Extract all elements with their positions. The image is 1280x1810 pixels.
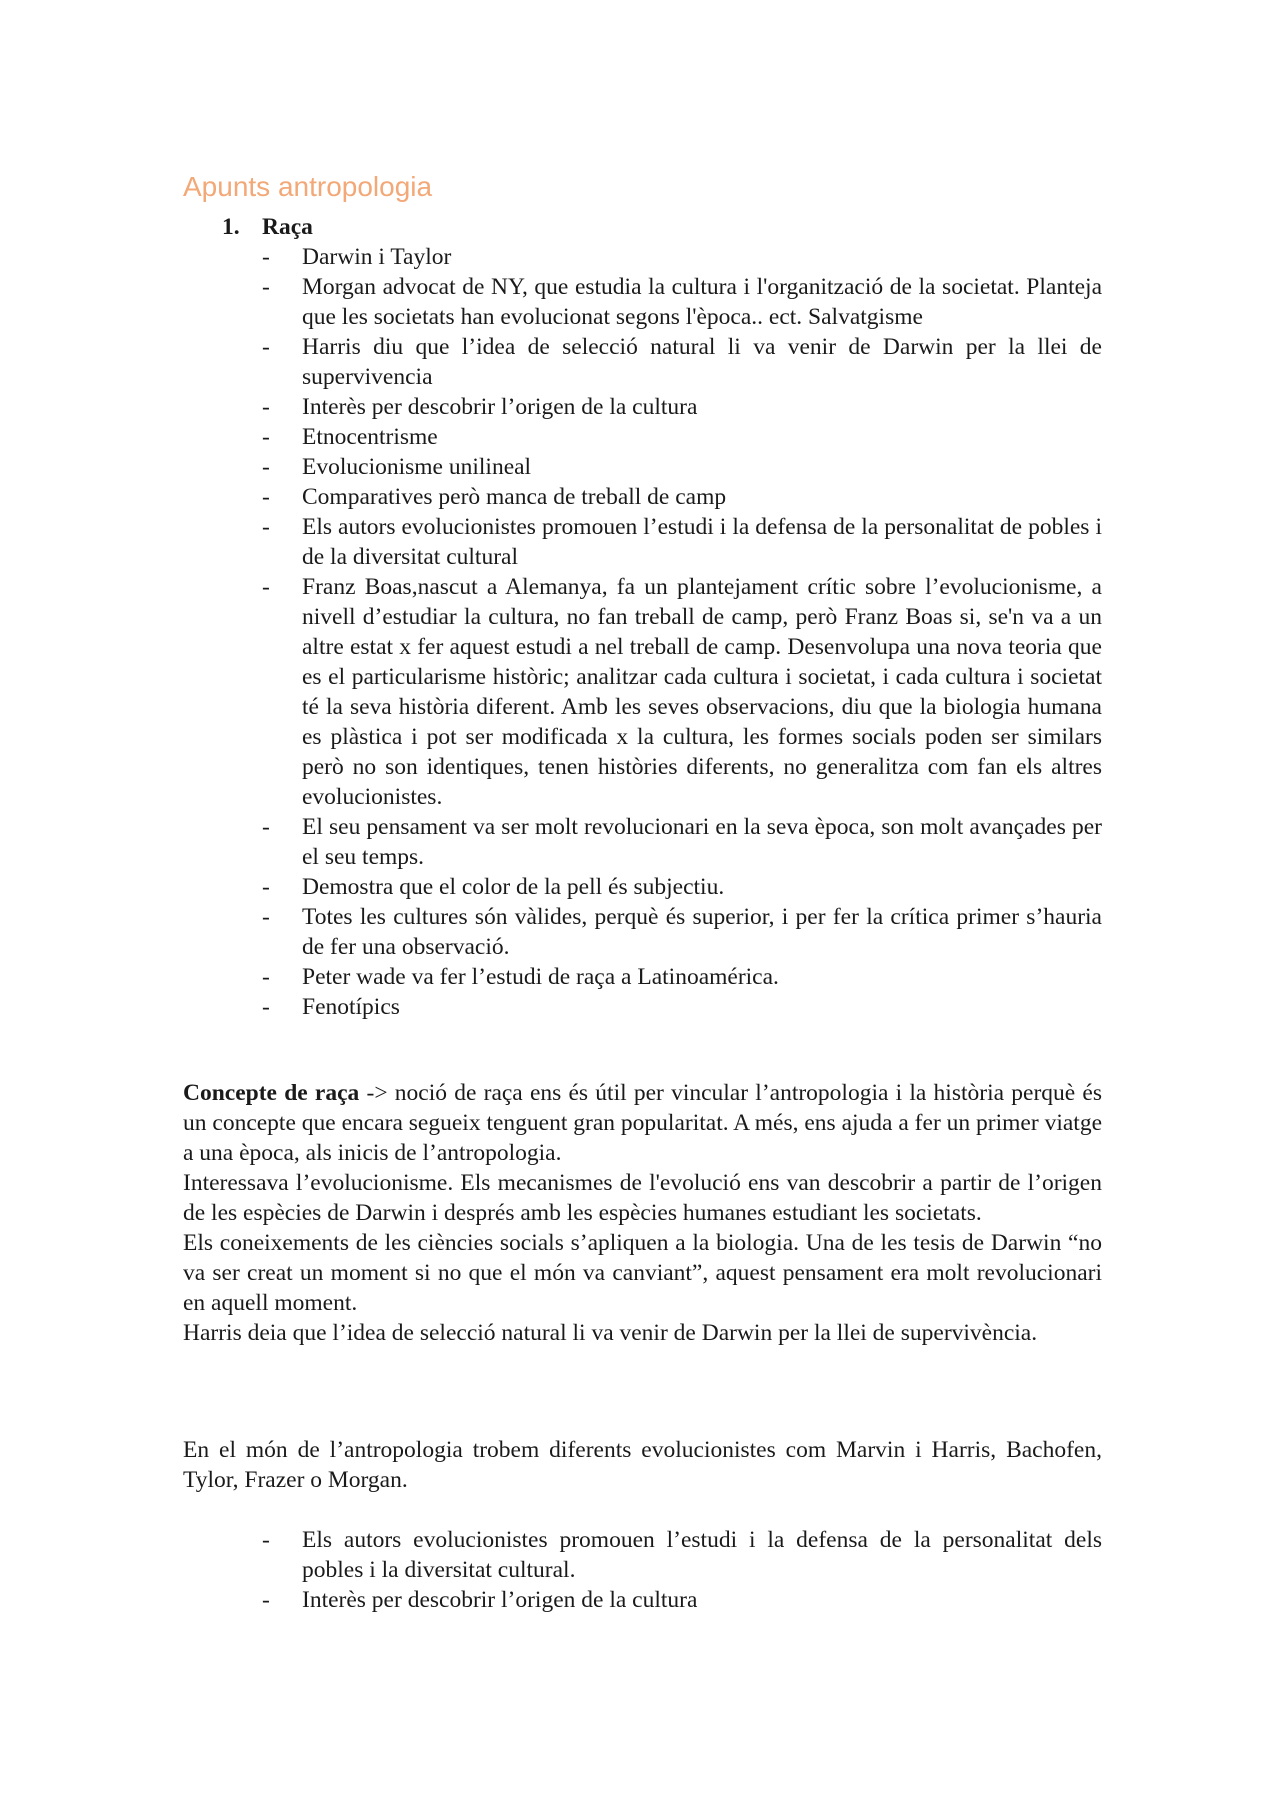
paragraph: En el món de l’antropologia trobem diferents evolucionistes com Marvin i Harris, Bachofen, Tylor, Frazer o Morgan. <box>183 1437 1102 1493</box>
list-item: - Morgan advocat de NY, que estudia la cultura i l'organització de la societat. Planteja que les societats han evolucionat segons l'època.. ect. Salvatgisme <box>262 274 1102 330</box>
concept-section <box>183 1078 1102 1348</box>
paragraph: Harris deia que l’idea de selecció natural li va venir de Darwin per la llei de supervivència. <box>183 1320 1038 1346</box>
concept-paragraph: Concepte de raça -> noció de raça ens és útil per vincular l’antropologia i la història perquè és un concepte que encara segueix tenguent gran popularitat. A més, ens ajuda a fer un primer viatge a una època, als inicis de l’antropologia. <box>183 1080 1102 1166</box>
paragraph: Els coneixements de les ciències socials s’apliquen a la biologia. Una de les tesis de Darwin “no va ser creat un moment si no que el món va canviant”, aquest pensament era molt revolucionari en aquell moment. <box>183 1230 1102 1316</box>
dash-bullet: - <box>262 574 270 600</box>
list-item: - El seu pensament va ser molt revolucionari en la seva època, son molt avançades per el seu temps. <box>262 814 1102 870</box>
list-item: - Darwin i Taylor <box>262 244 452 270</box>
paragraph: Interessava l’evolucionisme. Els mecanismes de l'evolució ens van descobrir a partir de l’origen de les espècies de Darwin i després amb les espècies humanes estudiant les societats. <box>183 1170 1102 1226</box>
list-item: - Els autors evolucionistes promouen l’estudi i la defensa de la personalitat de pobles i de la diversitat cultural <box>262 514 1102 570</box>
dash-bullet: - <box>262 1587 270 1613</box>
section-title: Raça <box>262 214 313 240</box>
dash-bullet: - <box>262 274 270 300</box>
list-item: - Evolucionisme unilineal <box>262 454 532 480</box>
evolucionistes-bullet-list <box>262 1525 1102 1615</box>
dash-bullet: - <box>262 424 270 450</box>
list-item: - Etnocentrisme <box>262 424 438 450</box>
list-item: - Els autors evolucionistes promouen l’estudi i la defensa de la personalitat dels pobles i la diversitat cultural. <box>262 1527 1102 1583</box>
list-item: - Comparatives però manca de treball de camp <box>262 484 727 510</box>
list-item: - Fenotípics <box>262 994 400 1020</box>
dash-bullet: - <box>262 394 270 420</box>
list-item: - Harris diu que l’idea de selecció natural li va venir de Darwin per la llei de supervivencia <box>262 334 1102 390</box>
list-item: - Franz Boas,nascut a Alemanya, fa un plantejament crític sobre l’evolucionisme, a nivell d’estudiar la cultura, no fan treball de camp, però Franz Boas si, se'n va a un altre estat x fer aquest estudi a nel treball de camp. Desenvolupa una nova teoria que es el particularisme històric; analitzar cada cultura i societat, i cada cultura i societat té la seva història diferent. Amb les seves observacions, diu que la biologia humana es plàstica i pot ser modificada x la cultura, les formes socials poden ser similars però no son identiques, tenen històries diferents, no generalitza com fan els altres evolucionistes. <box>262 574 1102 810</box>
section-number: 1. <box>222 214 240 240</box>
section-heading-raca <box>222 212 313 242</box>
dash-bullet: - <box>262 964 270 990</box>
list-item: - Demostra que el color de la pell és subjectiu. <box>262 874 725 900</box>
dash-bullet: - <box>262 994 270 1020</box>
concept-label: Concepte de raça <box>183 1080 360 1106</box>
world-section <box>183 1435 1102 1495</box>
dash-bullet: - <box>262 874 270 900</box>
list-item: - Totes les cultures són vàlides, perquè és superior, i per fer la crítica primer s’hauria de fer una observació. <box>262 904 1102 960</box>
dash-bullet: - <box>262 334 270 360</box>
list-item: - Interès per descobrir l’origen de la cultura <box>262 1587 698 1613</box>
raca-bullet-list <box>262 242 1102 1022</box>
dash-bullet: - <box>262 454 270 480</box>
dash-bullet: - <box>262 814 270 840</box>
dash-bullet: - <box>262 244 270 270</box>
dash-bullet: - <box>262 1527 270 1553</box>
list-item: - Peter wade va fer l’estudi de raça a Latinoamérica. <box>262 964 779 990</box>
dash-bullet: - <box>262 484 270 510</box>
dash-bullet: - <box>262 514 270 540</box>
list-item: - Interès per descobrir l’origen de la cultura <box>262 394 698 420</box>
dash-bullet: - <box>262 904 270 930</box>
page-title: Apunts antropologia <box>183 170 433 202</box>
